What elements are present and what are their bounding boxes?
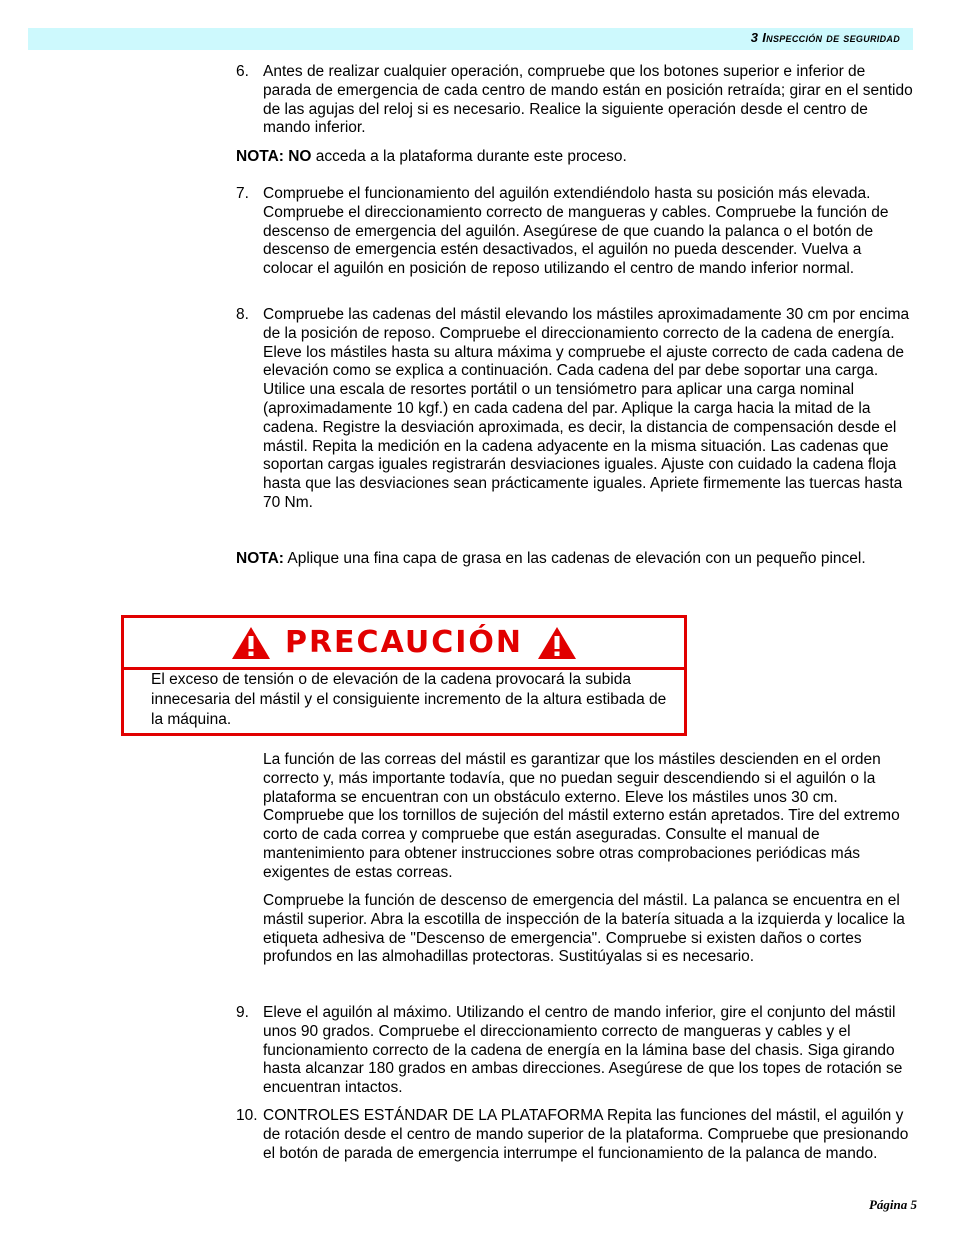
straps-paragraph: La función de las correas del mástil es garantizar que los mástiles descienden en el orden correcto y, más importante todavía, que no puedan seguir descendiendo si el aguilón o la plataforma se encuentran con un obstáculo externo. Eleve los mástiles unos 30 cm. Compruebe que los tornillos de sujeción del mástil externo están apretados. Tire del extremo corto de cada correa y compruebe que están aseguradas. Consulte el manual de mantenimiento para obtener instrucciones sobre otras comprobaciones periódicas más exigentes de estas correas. <box>263 751 900 881</box>
list-item-7 <box>236 185 914 279</box>
item-number: 10. <box>236 1107 258 1124</box>
item-number: 6. <box>236 63 249 80</box>
item-text: Eleve el aguilón al máximo. Utilizando el centro de mando inferior, gire el conjunto del mástil unos 90 grados. Compruebe el direccionamiento correcto de mangueras y cables y el funcionamiento correcto de la cadena de energía en la lámina base del chasis. Siga girando hasta alcanzar 180 grados en ambas direcciones. Asegúrese de que los topes de rotación se encuentran intactos. <box>263 1004 903 1097</box>
item-text: CONTROLES ESTÁNDAR DE LA PLATAFORMA Repita las funciones del mástil, el aguilón y de rotación desde el centro de mando superior de la plataforma. Compruebe que presionando el botón de parada de emergencia interrumpe el funcionamiento de la palanca de mando. <box>263 1107 909 1162</box>
note-1 <box>236 148 914 167</box>
list-item-10 <box>236 1107 914 1163</box>
page-number: Página 5 <box>868 1197 917 1212</box>
item-number: 9. <box>236 1004 249 1021</box>
descent-paragraph: Compruebe la función de descenso de emergencia del mástil. La palanca se encuentra en el mástil superior. Abra la escotilla de inspección de la batería situada a la izquierda y localice la etiqueta adhesiva de "Descenso de emergencia". Compruebe si existen daños o cortes profundos en las almohadillas protectoras. Sustitúyalas si es necesario. <box>263 892 905 966</box>
list-item-8 <box>236 306 914 513</box>
list-item-6 <box>236 63 914 138</box>
item-text: Compruebe las cadenas del mástil elevando los mástiles aproximadamente 30 cm por encima de la posición de reposo. Compruebe el direccionamiento correcto de la cadena de energía. Eleve los mástiles hasta su altura máxima y compruebe el ajuste correcto de cada cadena de elevación como se explica a continuación. Cada cadena del par debe soportar una carga. Utilice una escala de resortes portátil o un tensiómetro para aplicar una carga nominal (aproximadamente 10 kgf.) en cada cadena del par. Aplique la carga hacia la mitad de la cadena. Registre la desviación aproximada, es decir, la distancia de compensación desde el mástil. Repita la medición en la cadena adyacente en la misma situación. Las cadenas que soportan cargas iguales registrarán desviaciones iguales. Ajuste con cuidado la cadena floja hasta que las desviaciones sean prácticamente iguales. Apriete firmemente las tuercas hasta 70 Nm. <box>263 306 910 511</box>
caution-text: El exceso de tensión o de elevación de la cadena provocará la subida innecesaria del mástil y el consiguiente incremento de la altura estibada de la máquina. <box>151 671 667 728</box>
note-2 <box>236 550 914 569</box>
item-text: Antes de realizar cualquier operación, compruebe que los botones superior e inferior de parada de emergencia de cada centro de mando están en posición retraída; girar en el sentido de las agujas del reloj si es necesario. Realice la siguiente operación desde el centro de mando inferior. <box>263 63 913 137</box>
chapter-title: 3 Inspección de seguridad <box>750 30 900 45</box>
note-text: Aplique una fina capa de grasa en las cadenas de elevación con un pequeño pincel. <box>283 550 866 567</box>
warning-icon <box>537 626 577 660</box>
warning-icon <box>231 626 271 660</box>
caution-title: PRECAUCIÓN <box>284 625 524 660</box>
item-number: 8. <box>236 306 249 323</box>
caution-header <box>124 618 684 670</box>
item-text: Compruebe el funcionamiento del aguilón extendiéndolo hasta su posición más elevada. Compruebe el direccionamiento correcto de mangueras y cables. Compruebe la función de descenso de emergencia del aguilón. Asegúrese de que cuando la palanca o el botón de descenso de emergencia estén desactivados, el aguilón no pueda descender. Vuelva a colocar el aguilón en posición de reposo utilizando el centro de mando inferior normal. <box>263 185 889 278</box>
item-number: 7. <box>236 185 249 202</box>
note-text: acceda a la plataforma durante este proceso. <box>311 148 627 165</box>
note-label: NOTA: NO <box>236 148 312 165</box>
note-label: NOTA: <box>236 550 284 567</box>
list-item-9 <box>236 1004 914 1098</box>
caution-box <box>121 615 687 736</box>
